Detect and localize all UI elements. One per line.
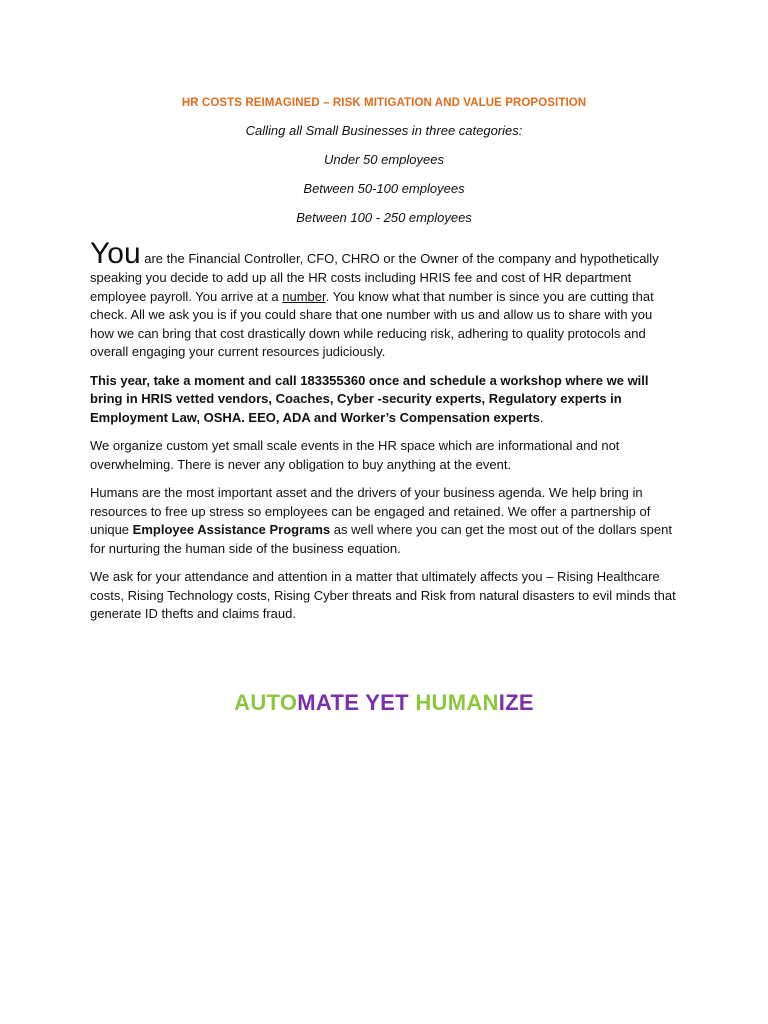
slogan-part-ize: IZE: [498, 690, 534, 715]
category-50-100: Between 50-100 employees: [303, 180, 465, 196]
workshop-tail: .: [539, 409, 544, 425]
paragraph-workshop: [90, 372, 678, 428]
category-under-50: Under 50 employees: [324, 151, 444, 167]
paragraph-you: [90, 239, 678, 362]
category-100-250: Between 100 - 250 employees: [296, 209, 472, 225]
paragraph-attendance: We ask for your attendance and attention in a matter that ultimately affects you – Rising Healthcare costs, Rising Technology costs, Rising Cyber threats and Risk from natural disasters to evil minds that generate ID thefts and claims fraud.: [90, 569, 676, 621]
eap-bold: Employee Assistance Programs: [132, 522, 331, 537]
categories-intro: Calling all Small Businesses in three categories:: [245, 122, 523, 138]
big-word-you: You: [90, 237, 141, 270]
humans-text-a: Humans are the most important asset and the drivers of your business agenda. We help bring in resources to free up stress so employees can be engaged and retained. We offer a partnership of unique: [90, 485, 651, 537]
paragraph-events: We organize custom yet small scale events in the HR space which are informational and not overwhelming. There is never any obligation to buy anything at the event.: [90, 438, 620, 472]
humans-text-b: as well where you can get the most out of the dollars spent for nurturing the human side of the business equation.: [90, 522, 672, 556]
paragraph-you-text-b: . You know what that number is since you are cutting that check. All we ask you is if you could share that one number with us and allow us to share with you how we can bring that cost drastically down while reducing risk, adhering to quality protocols and overall engaging your current resources judiciously.: [90, 288, 654, 359]
document-title: HR COSTS REIMAGINED – RISK MITIGATION AND VALUE PROPOSITION: [181, 97, 587, 109]
paragraph-you-text-a: are the Financial Controller, CFO, CHRO or the Owner of the company and hypothetically speaking you decide to add up all the HR costs including HRIS fee and cost of HR department employee payroll. You arrive at a: [90, 251, 659, 304]
slogan: [0, 690, 768, 715]
paragraph-humans: [90, 484, 678, 558]
workshop-bold-text: This year, take a moment and call 183355360 once and schedule a workshop where we will bring in HRIS vetted vendors, Coaches, Cyber -security experts, Regulatory experts in Employment Law, OSHA. EEO, ADA and Worker’s Compensation experts: [90, 372, 649, 425]
slogan-part-auto: AUTO: [234, 690, 298, 715]
slogan-part-mate-yet: MATE YET: [297, 690, 416, 715]
underlined-number: number: [282, 288, 326, 304]
slogan-part-human: HUMAN: [415, 690, 499, 715]
